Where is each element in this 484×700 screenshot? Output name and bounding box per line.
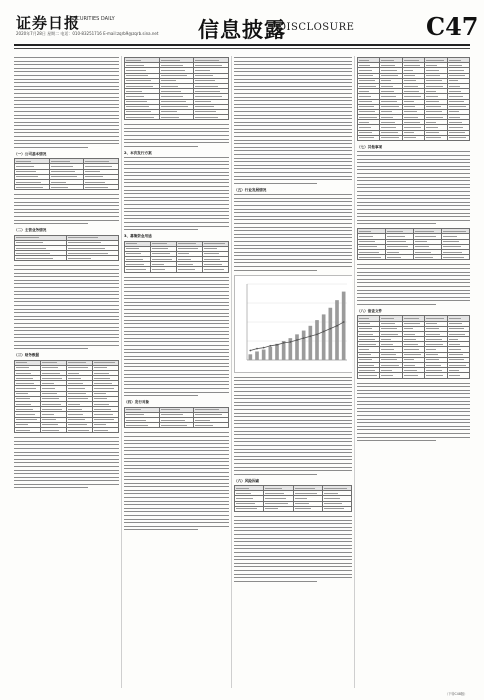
data-table xyxy=(124,407,229,429)
table-cell xyxy=(414,255,442,260)
table-cell xyxy=(93,427,119,432)
section-heading: （六）风险因素 xyxy=(234,478,260,483)
table-cell xyxy=(358,135,380,140)
text-block xyxy=(14,437,119,488)
table-cell xyxy=(358,255,386,260)
chart-point xyxy=(329,327,331,329)
table-cell xyxy=(425,135,447,140)
text-block xyxy=(234,377,352,475)
chart-bar xyxy=(275,344,279,360)
column-3 xyxy=(234,55,352,691)
table-grid xyxy=(357,57,470,141)
table-cell xyxy=(67,256,119,261)
text-block xyxy=(124,124,229,147)
chart-bar xyxy=(335,300,339,360)
text-block xyxy=(234,516,352,582)
section-title-en: DISCLOSURE xyxy=(278,22,355,33)
table-cell xyxy=(125,423,160,428)
table-grid xyxy=(14,158,119,190)
chart-bar xyxy=(342,291,346,359)
table-grid xyxy=(124,57,229,120)
table-cell xyxy=(293,506,322,511)
table-row xyxy=(235,506,352,511)
chart-bar xyxy=(295,334,299,360)
table-row xyxy=(358,373,470,378)
data-table xyxy=(14,360,119,434)
data-table xyxy=(357,315,470,378)
data-table xyxy=(14,158,119,190)
table-cell xyxy=(159,115,194,120)
table-cell xyxy=(358,373,380,378)
table-cell xyxy=(402,373,424,378)
table-cell xyxy=(322,506,351,511)
text-block xyxy=(357,264,470,305)
table-cell xyxy=(380,135,402,140)
text-block xyxy=(124,277,229,397)
table-grid xyxy=(357,228,470,260)
chart-bar xyxy=(249,354,253,360)
text-block xyxy=(357,383,470,442)
table-cell xyxy=(84,185,119,190)
table-cell xyxy=(386,255,414,260)
chart-bar xyxy=(322,314,326,360)
section-heading: 2、本次发行方案 xyxy=(124,150,152,155)
column-divider xyxy=(121,56,122,688)
table-cell xyxy=(49,185,84,190)
logo-tagline: SECURITIES DAILY xyxy=(70,16,115,22)
table-row xyxy=(15,185,119,190)
chart-bar xyxy=(302,330,306,359)
table-grid xyxy=(124,407,229,429)
table-cell xyxy=(194,115,229,120)
column-1 xyxy=(14,55,119,691)
table-cell xyxy=(402,135,424,140)
data-table xyxy=(14,235,119,262)
table-cell xyxy=(425,373,447,378)
section-heading: （三）财务数据 xyxy=(14,353,40,358)
chart-point xyxy=(283,342,285,344)
table-cell xyxy=(151,267,177,272)
table-row xyxy=(358,255,470,260)
chart-point xyxy=(249,349,251,351)
table-row xyxy=(15,427,119,432)
chart-point xyxy=(256,347,258,349)
chart-point xyxy=(316,333,318,335)
chart-point xyxy=(323,330,325,332)
chart-point xyxy=(276,344,278,346)
section-heading: （八）备查文件 xyxy=(357,308,383,313)
chart-point xyxy=(336,325,338,327)
data-table xyxy=(124,241,229,273)
masthead-rule xyxy=(14,44,470,46)
section-heading: （四）发行对象 xyxy=(124,400,150,405)
data-table xyxy=(357,57,470,141)
chart-bar xyxy=(282,341,286,360)
chart-bar xyxy=(315,320,319,360)
text-block xyxy=(357,151,470,224)
table-row xyxy=(125,115,229,120)
section-heading: （二）主营业务情况 xyxy=(14,228,47,233)
table-cell xyxy=(380,373,402,378)
text-block xyxy=(124,157,229,230)
table-cell xyxy=(125,267,151,272)
table-cell xyxy=(235,506,264,511)
chart-point xyxy=(263,346,265,348)
table-grid xyxy=(14,235,119,262)
chart-bar xyxy=(262,349,266,359)
table-row xyxy=(125,267,229,272)
text-block xyxy=(14,57,119,148)
column-divider xyxy=(231,56,232,688)
table-cell xyxy=(194,423,229,428)
table-row xyxy=(125,423,229,428)
table-cell xyxy=(264,506,293,511)
data-table xyxy=(357,228,470,260)
table-cell xyxy=(447,373,469,378)
table-cell xyxy=(41,427,67,432)
data-table xyxy=(234,485,352,512)
table-grid xyxy=(234,485,352,512)
continuation-note: （下转C48版） xyxy=(445,692,468,696)
table-cell xyxy=(203,267,229,272)
bar-line-chart xyxy=(234,275,352,373)
column-divider xyxy=(354,56,355,688)
text-block xyxy=(14,194,119,224)
chart-point xyxy=(309,335,311,337)
table-row xyxy=(15,256,119,261)
masthead xyxy=(0,0,484,52)
table-row xyxy=(358,135,470,140)
data-table xyxy=(124,57,229,120)
table-grid xyxy=(124,241,229,273)
column-4 xyxy=(357,55,470,691)
table-grid xyxy=(14,360,119,434)
newspaper-logo: 证券日报 xyxy=(16,14,81,32)
section-title: 信息披露 xyxy=(198,17,286,42)
chart-bar xyxy=(255,351,259,360)
text-block xyxy=(234,57,352,184)
section-heading: 3、募集资金用途 xyxy=(124,234,152,239)
chart-bar xyxy=(269,346,273,359)
text-block xyxy=(14,265,119,349)
chart-point xyxy=(343,321,345,323)
table-cell xyxy=(125,115,160,120)
table-cell xyxy=(447,135,469,140)
chart-bar xyxy=(329,307,333,359)
date-line: 2020年7月28日 星期二 电话：010-83251716 E-mail:zqrb9@zqrb.sina.net xyxy=(16,31,159,36)
column-2 xyxy=(124,55,229,691)
table-cell xyxy=(15,185,50,190)
chart-point xyxy=(269,345,271,347)
chart-point xyxy=(296,339,298,341)
masthead-rule-thin xyxy=(14,48,470,49)
section-heading: （五）行业发展情况 xyxy=(234,187,267,192)
page-number: C47 xyxy=(426,12,479,41)
table-cell xyxy=(177,267,203,272)
text-block xyxy=(234,194,352,270)
table-cell xyxy=(67,427,93,432)
section-heading: （七）其他事项 xyxy=(357,145,383,149)
table-cell xyxy=(442,255,470,260)
chart-bar xyxy=(309,325,313,359)
table-cell xyxy=(159,423,194,428)
text-block xyxy=(124,432,229,530)
section-heading: （一）公司基本情况 xyxy=(14,151,47,156)
chart-point xyxy=(303,337,305,339)
table-cell xyxy=(15,427,41,432)
chart-svg xyxy=(235,276,352,372)
table-grid xyxy=(357,315,470,378)
chart-point xyxy=(289,341,291,343)
table-cell xyxy=(15,256,67,261)
